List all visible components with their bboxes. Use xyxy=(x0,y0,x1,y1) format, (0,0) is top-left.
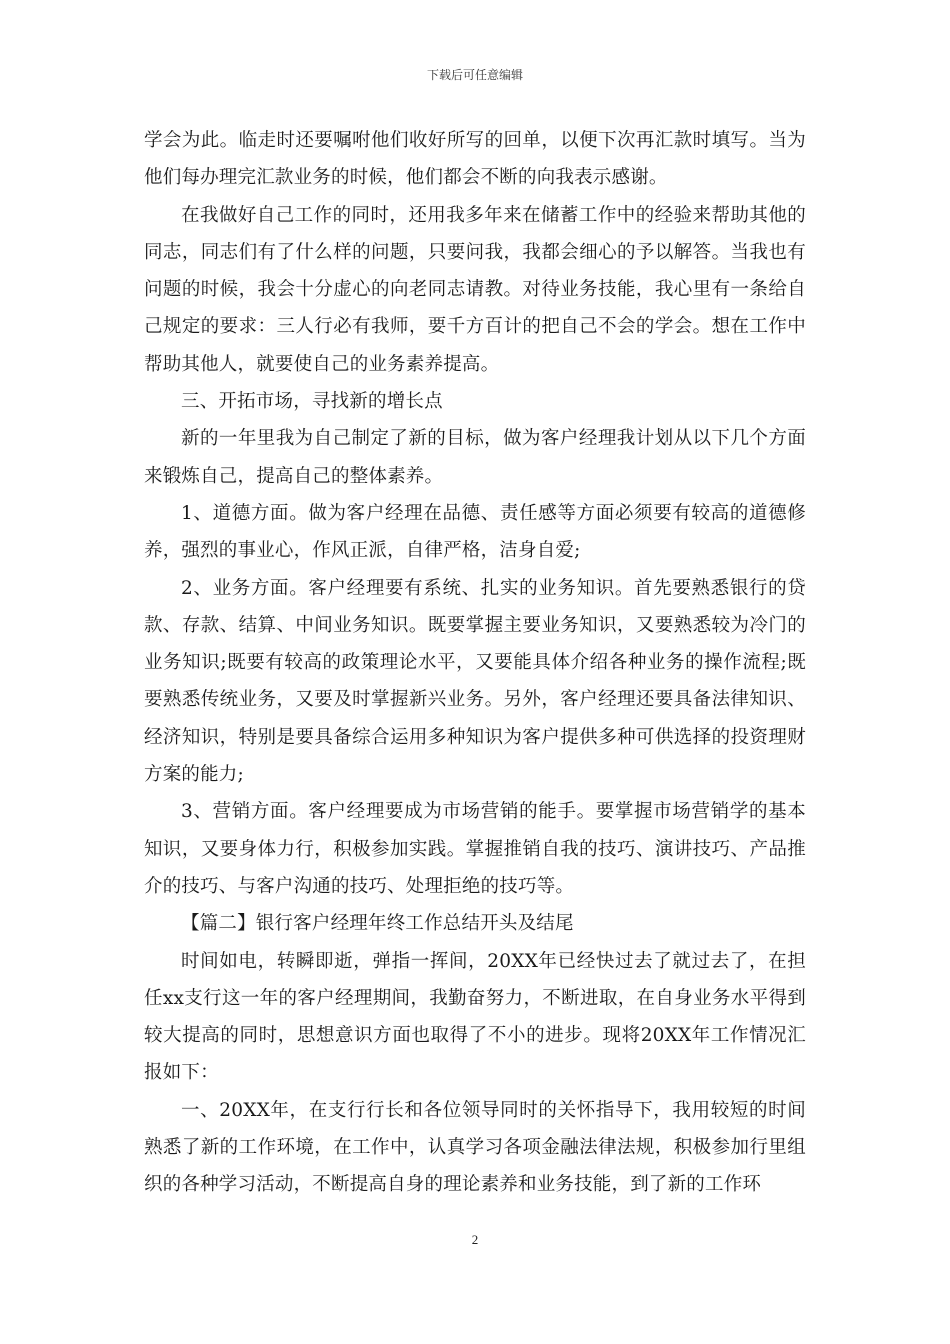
list-item-moral: 1、道德方面。做为客户经理在品德、责任感等方面必须要有较高的道德修养，强烈的事业心，作风正派，自律严格，洁身自爱; xyxy=(144,502,806,562)
paragraph-2: 在我做好自己工作的同时，还用我多年来在储蓄工作中的经验来帮助其他的同志，同志们有了什么样的问题，只要问我，我都会细心的予以解答。当我也有问题的时候，我会十分虚心的向老同志请教。对待业务技能，我心里有一条给自己规定的要求：三人行必有我师，要千方百计的把自己不会的学会。想在工作中帮助其他人，就要使自己的业务素养提高。 xyxy=(144,204,806,375)
list-item-marketing: 3、营销方面。客户经理要成为市场营销的能手。要掌握市场营销学的基本知识，又要身体力行，积极参加实践。掌握推销自我的技巧、演讲技巧、产品推介的技巧、与客户沟通的技巧、处理拒绝的技巧等。 xyxy=(144,801,806,897)
section-heading-3: 三、开拓市场，寻找新的增长点 xyxy=(181,391,443,413)
paragraph-9: 时间如电，转瞬即逝，弹指一挥间，20XX年已经快过去了就过去了，在担任xx支行这一年的客户经理期间，我勤奋努力，不断进取，在自身业务水平得到较大提高的同时，思想意识方面也取得了不小的进步。现将20XX年工作情况汇报如下： xyxy=(144,950,806,1084)
document-body xyxy=(144,122,806,1204)
paragraph-10: 一、20XX年，在支行行长和各位领导同时的关怀指导下，我用较短的时间熟悉了新的工作环境，在工作中，认真学习各项金融法律法规，积极参加行里组织的各种学习活动，不断提高自身的理论素养和业务技能，到了新的工作环 xyxy=(144,1099,806,1196)
page-number: 2 xyxy=(471,1232,479,1247)
list-item-business: 2、业务方面。客户经理要有系统、扎实的业务知识。首先要熟悉银行的贷款、存款、结算、中间业务知识。既要掌握主要业务知识，又要熟悉较为冷门的业务知识;既要有较高的政策理论水平，又要能具体介绍各种业务的操作流程;既要熟悉传统业务，又要及时掌握新兴业务。另外，客户经理还要具备法律知识、经济知识，特别是要具备综合运用多种知识为客户提供多种可供选择的投资理财方案的能力; xyxy=(144,577,806,786)
section-heading-part-two: 【篇二】银行客户经理年终工作总结开头及结尾 xyxy=(181,913,574,935)
page-header: 下载后可任意编辑 xyxy=(426,68,523,82)
paragraph-1: 学会为此。临走时还要嘱咐他们收好所写的回单，以便下次再汇款时填写。当为他们每办理完汇款业务的时候，他们都会不断的向我表示感谢。 xyxy=(144,130,806,189)
paragraph-4: 新的一年里我为自己制定了新的目标，做为客户经理我计划从以下几个方面来锻炼自己，提高自己的整体素养。 xyxy=(144,428,806,487)
